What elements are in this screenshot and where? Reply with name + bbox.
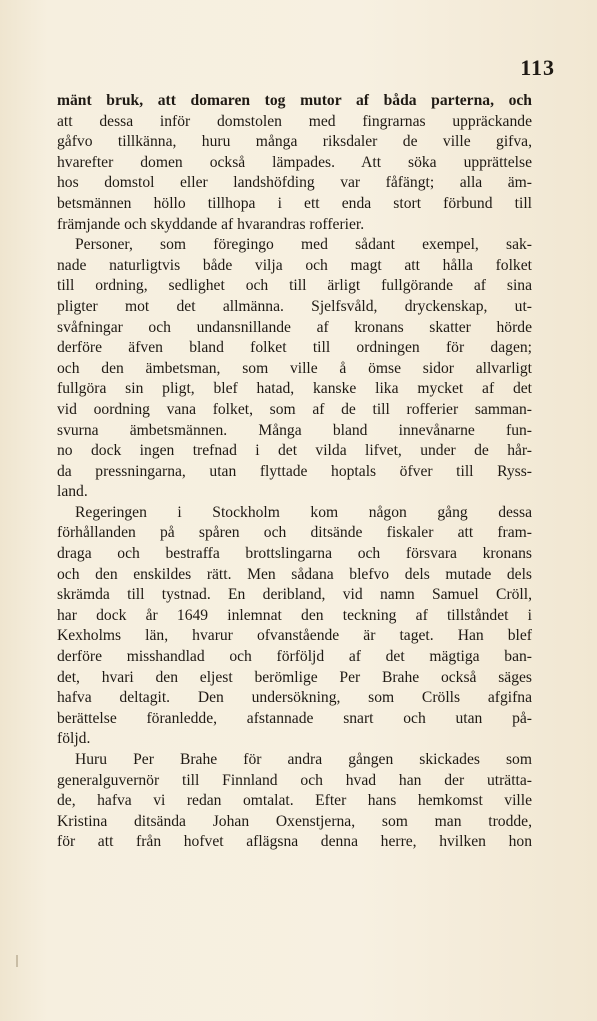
text-line: och den ämbetsman, som ville å ömse sidor allvarligt [57, 359, 532, 377]
text-line: Huru Per Brahe för andra gången skickades som [75, 751, 532, 768]
text-line: och den enskildes rätt. Men sådana blefvo dels mutade dels [57, 565, 532, 583]
page-number: 113 [520, 55, 555, 80]
text-line: hafva deltagit. Den undersökning, som Crölls afgifna [57, 689, 532, 707]
text-line: Regeringen i Stockholm kom någon gång dessa [75, 503, 532, 521]
text-line: berättelse föranledde, afstannade snart och utan på- [57, 709, 532, 727]
text-line: de, hafva vi redan omtalat. Efter hans hemkomst ville [57, 792, 532, 810]
text-line: hvarefter domen också lämpades. Att söka upprättelse [57, 153, 532, 171]
text-line: pligter mot det allmänna. Sjelfsvåld, dryckenskap, ut- [57, 297, 532, 315]
text-line: generalguvernör till Finnland och hvad han der uträtta- [57, 771, 532, 789]
text-line: no dock ingen trefnad i det vilda lifvet, under de hår- [57, 442, 532, 460]
text-line: det, hvari den eljest berömlige Per Brahe också säges [57, 668, 532, 686]
text-line: Kristina ditsända Johan Oxenstjerna, som man trodde, [57, 812, 532, 830]
text-line: främjande och skyddande af hvarandras rofferier. [57, 215, 365, 233]
text-line: skrämda till tystnad. En deribland, vid namn Samuel Cröll, [57, 586, 532, 604]
text-line: draga och bestraffa brottslingarna och försvara kronans [57, 545, 532, 563]
text-line: gåfvo tillkänna, huru många riksdaler de ville gifva, [57, 133, 532, 151]
text-line: hos domstol eller landshöfding var fåfängt; alla äm- [57, 174, 532, 192]
text-line: har dock år 1649 inlemnat den teckning af tillståndet i [57, 606, 532, 624]
text-line: svurna ämbetsmännen. Många bland innevånarne fun- [57, 421, 532, 439]
text-line: derföre misshandlad och förföljd af det mägtiga ban- [57, 648, 532, 666]
text-line: nade naturligtvis både vilja och magt att hålla folket [57, 256, 532, 274]
text-line: da pressningarna, utan flyttade hoptals öfver till Ryss- [57, 462, 532, 480]
text-line: fullgöra sin pligt, blef hatad, kanske lika mycket af det [57, 380, 532, 398]
body-text [57, 91, 532, 853]
text-line: vid oordning vana folket, som af de till rofferier samman- [57, 400, 532, 418]
text-line: svåfningar och undansnillande af kronans skatter hörde [57, 318, 532, 336]
margin-mark [16, 955, 18, 967]
text-line: till ordning, sedlighet och till ärligt fullgörande af sina [57, 277, 532, 295]
text-line: derföre äfven bland folket till ordningen för dagen; [57, 339, 532, 357]
text-line: land. [57, 483, 88, 501]
text-line: följd. [57, 730, 91, 748]
text-line: Personer, som föregingo med sådant exempel, sak- [75, 236, 532, 254]
text-line: för att från hofvet aflägsna denna herre, hvilken hon [57, 833, 532, 851]
text-line: betsmännen höllo tillhopa i ett enda stort förbund till [57, 194, 532, 212]
text-line: mänt bruk, att domaren tog mutor af båda parterna, och [57, 92, 532, 109]
text-line: Kexholms län, hvarur ofvanstående är taget. Han blef [57, 627, 532, 645]
text-line: att dessa inför domstolen med fingrarnas uppräckande [57, 112, 532, 130]
text-line: förhållanden på spåren och ditsände fiskaler att fram- [57, 524, 532, 542]
